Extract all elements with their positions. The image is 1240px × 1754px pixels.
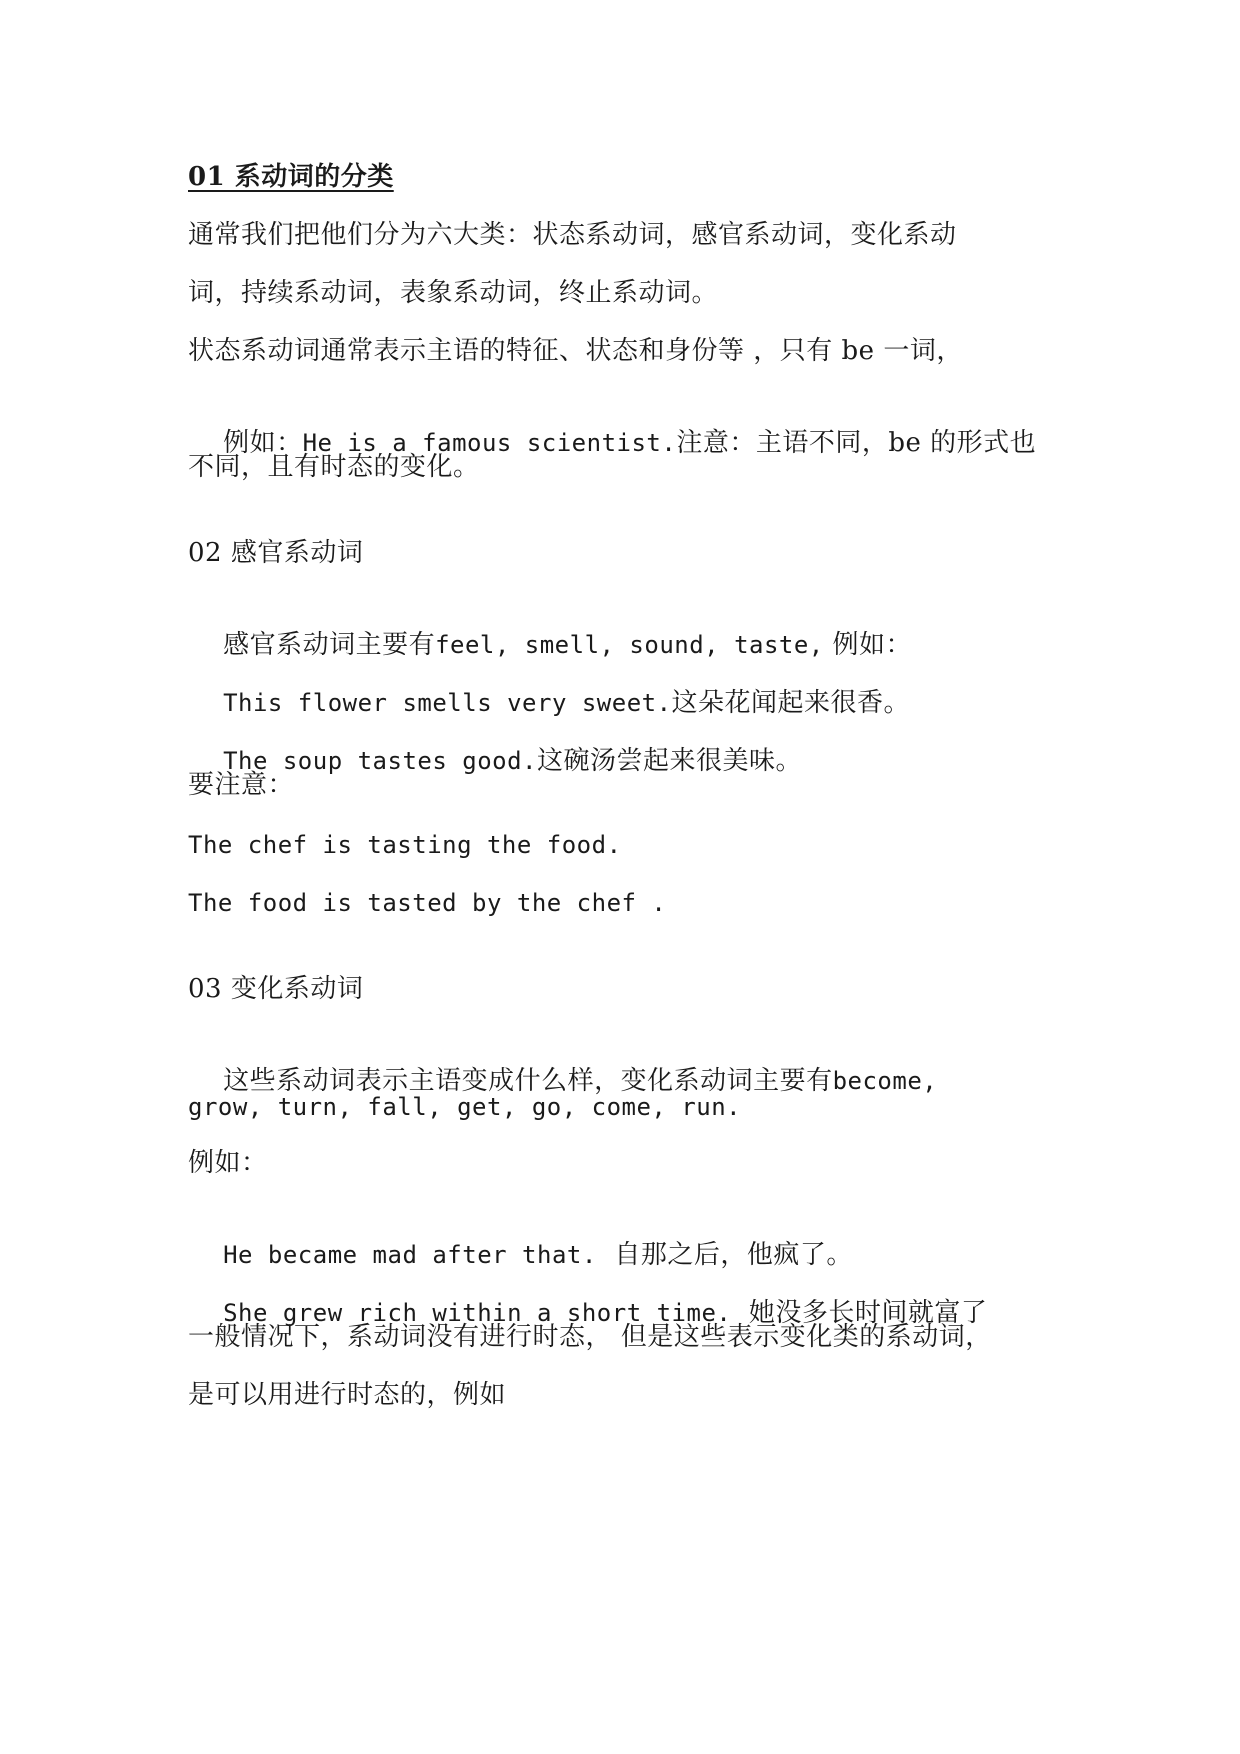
example-label: 例如： <box>188 1148 268 1178</box>
english-example: The soup tastes good. <box>223 747 537 775</box>
section-heading-03: 03 变化系动词 <box>188 974 364 1004</box>
english-word-list: feel, smell, sound, taste, <box>435 631 824 659</box>
chinese-translation: 她没多长时间就富了 <box>731 1298 988 1328</box>
chinese-translation: 自那之后，他疯了。 <box>596 1240 853 1270</box>
english-example: He is a famous scientist. <box>302 429 677 457</box>
paragraph-line: 词，持续系动词，表象系动词，终止系动词。 <box>188 278 719 308</box>
section-heading-02: 02 感官系动词 <box>188 538 364 568</box>
english-word: become, <box>832 1067 938 1095</box>
english-example: The chef is tasting the food. <box>188 831 622 859</box>
paragraph-line: 状态系动词通常表示主语的特征、状态和身份等 ，只有 be 一词， <box>188 336 963 366</box>
text-fragment: 感官系动词主要有 <box>223 630 436 660</box>
chinese-translation: 这朵花闻起来很香。 <box>671 688 911 718</box>
text-fragment: 例如： <box>223 428 303 458</box>
english-example: She grew rich within a short time. <box>223 1299 732 1327</box>
section-heading-01: 01 系动词的分类 <box>188 162 394 192</box>
paragraph-line: 一般情况下，系动词没有进行时态， 但是这些表示变化类的系动词， <box>188 1322 992 1352</box>
english-word-list: grow, turn, fall, get, go, come, run. <box>188 1093 742 1121</box>
paragraph-line: 通常我们把他们分为六大类：状态系动词，感官系动词，变化系动 <box>188 220 957 250</box>
note-label: 要注意： <box>188 770 295 800</box>
english-example: The food is tasted by the chef . <box>188 889 667 917</box>
text-fragment: 注意：主语不同，be 的形式也 <box>676 428 1037 458</box>
paragraph-line: 是可以用进行时态的，例如 <box>188 1380 507 1410</box>
chinese-translation: 这碗汤尝起来很美味。 <box>537 746 803 776</box>
english-example: He became mad after that. <box>223 1241 597 1269</box>
text-fragment: 这些系动词表示主语变成什么样，变化系动词主要有 <box>223 1066 833 1096</box>
paragraph-line: 不同，且有时态的变化。 <box>188 452 480 482</box>
english-example: This flower smells very sweet. <box>223 689 672 717</box>
text-fragment: 例如： <box>823 630 913 660</box>
